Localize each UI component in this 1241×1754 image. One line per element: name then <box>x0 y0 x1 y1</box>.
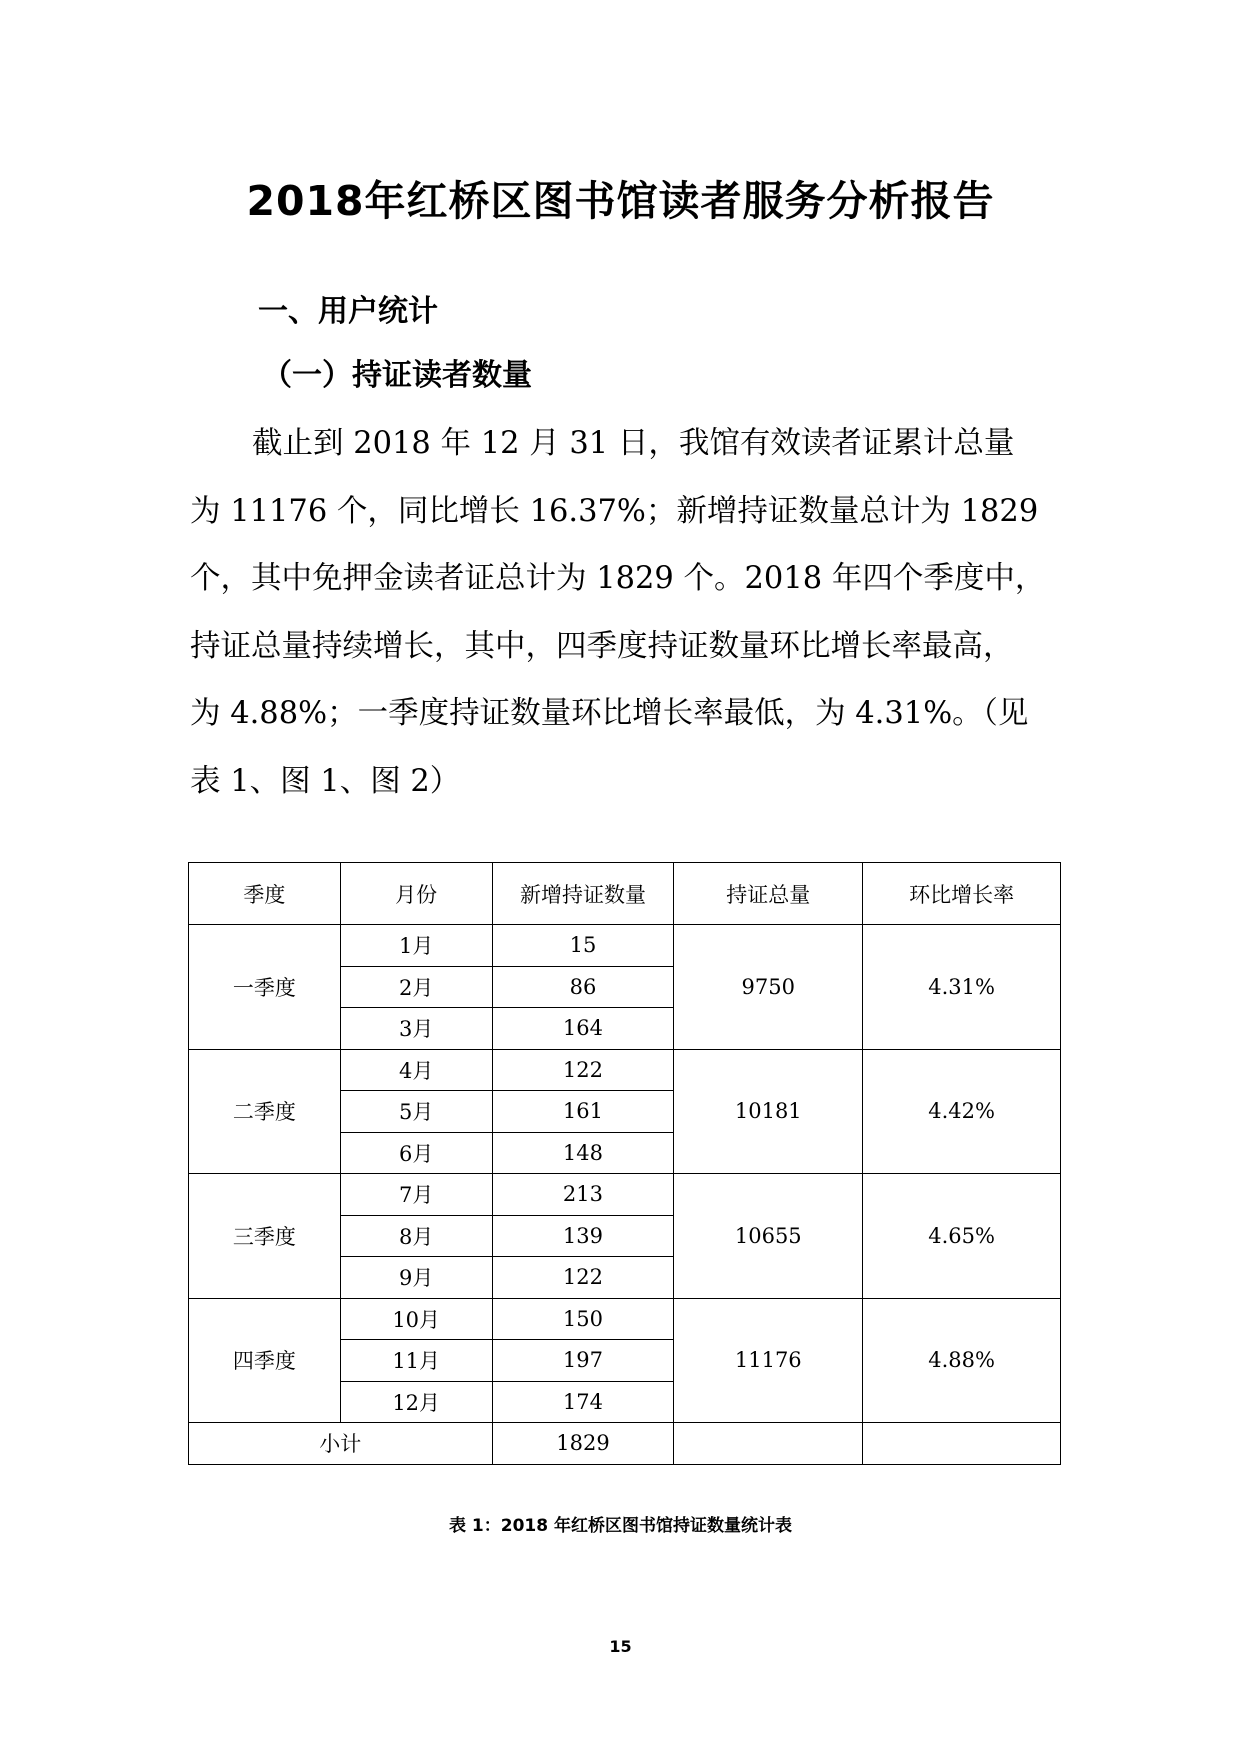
header-month: 月份 <box>340 863 492 925</box>
section-heading: 一、用户统计 <box>258 294 438 329</box>
table-row <box>189 925 1061 967</box>
month-cell: 3月 <box>340 1008 492 1050</box>
new-cards-cell: 139 <box>492 1215 674 1257</box>
new-cards-cell: 213 <box>492 1174 674 1216</box>
quarter-cell: 四季度 <box>189 1298 341 1423</box>
new-cards-cell: 197 <box>492 1340 674 1382</box>
new-cards-cell: 164 <box>492 1008 674 1050</box>
card-statistics-table <box>188 862 1061 1465</box>
month-cell: 5月 <box>340 1091 492 1133</box>
table-caption: 表 1：2018 年红桥区图书馆持证数量统计表 <box>449 1516 792 1536</box>
empty-cell <box>674 1423 863 1465</box>
subtotal-row <box>189 1423 1061 1465</box>
paragraph-line: 持证总量持续增长，其中，四季度持证数量环比增长率最高， <box>190 628 1014 664</box>
month-cell: 1月 <box>340 925 492 967</box>
new-cards-cell: 174 <box>492 1381 674 1423</box>
empty-cell <box>863 1423 1061 1465</box>
new-cards-cell: 150 <box>492 1298 674 1340</box>
month-cell: 10月 <box>340 1298 492 1340</box>
month-cell: 7月 <box>340 1174 492 1216</box>
growth-rate-cell: 4.31% <box>863 925 1061 1050</box>
page-number: 15 <box>609 1637 632 1656</box>
table-row <box>189 1298 1061 1340</box>
paragraph-line: 表 1、图 1、图 2） <box>190 763 461 799</box>
growth-rate-cell: 4.42% <box>863 1049 1061 1174</box>
month-cell: 9月 <box>340 1257 492 1299</box>
subtotal-label: 小计 <box>189 1423 493 1465</box>
quarter-cell: 一季度 <box>189 925 341 1050</box>
new-cards-cell: 122 <box>492 1257 674 1299</box>
month-cell: 8月 <box>340 1215 492 1257</box>
total-cards-cell: 10181 <box>674 1049 863 1174</box>
header-growth-rate: 环比增长率 <box>863 863 1061 925</box>
subsection-heading: （一）持证读者数量 <box>262 358 532 393</box>
paragraph-line: 为 4.88%；一季度持证数量环比增长率最低，为 4.31%。（见 <box>190 696 1029 731</box>
month-cell: 4月 <box>340 1049 492 1091</box>
new-cards-cell: 161 <box>492 1091 674 1133</box>
document-title: 2018年红桥区图书馆读者服务分析报告 <box>246 177 995 225</box>
total-cards-cell: 11176 <box>674 1298 863 1423</box>
total-cards-cell: 10655 <box>674 1174 863 1299</box>
header-total-cards: 持证总量 <box>674 863 863 925</box>
growth-rate-cell: 4.65% <box>863 1174 1061 1299</box>
header-quarter: 季度 <box>189 863 341 925</box>
paragraph-line: 为 11176 个，同比增长 16.37%；新增持证数量总计为 1829 <box>190 493 1039 529</box>
header-new-cards: 新增持证数量 <box>492 863 674 925</box>
total-cards-cell: 9750 <box>674 925 863 1050</box>
new-cards-cell: 86 <box>492 966 674 1008</box>
table-row <box>189 1049 1061 1091</box>
new-cards-cell: 148 <box>492 1132 674 1174</box>
body-paragraph <box>190 410 1058 815</box>
month-cell: 2月 <box>340 966 492 1008</box>
paragraph-line: 截止到 2018 年 12 月 31 日，我馆有效读者证累计总量 <box>252 426 1015 461</box>
subtotal-value: 1829 <box>492 1423 674 1465</box>
month-cell: 12月 <box>340 1381 492 1423</box>
quarter-cell: 二季度 <box>189 1049 341 1174</box>
growth-rate-cell: 4.88% <box>863 1298 1061 1423</box>
paragraph-line: 个，其中免押金读者证总计为 1829 个。2018 年四个季度中， <box>190 561 1046 596</box>
table-header-row <box>189 863 1061 925</box>
quarter-cell: 三季度 <box>189 1174 341 1299</box>
new-cards-cell: 122 <box>492 1049 674 1091</box>
new-cards-cell: 15 <box>492 925 674 967</box>
month-cell: 6月 <box>340 1132 492 1174</box>
table-row <box>189 1174 1061 1216</box>
month-cell: 11月 <box>340 1340 492 1382</box>
